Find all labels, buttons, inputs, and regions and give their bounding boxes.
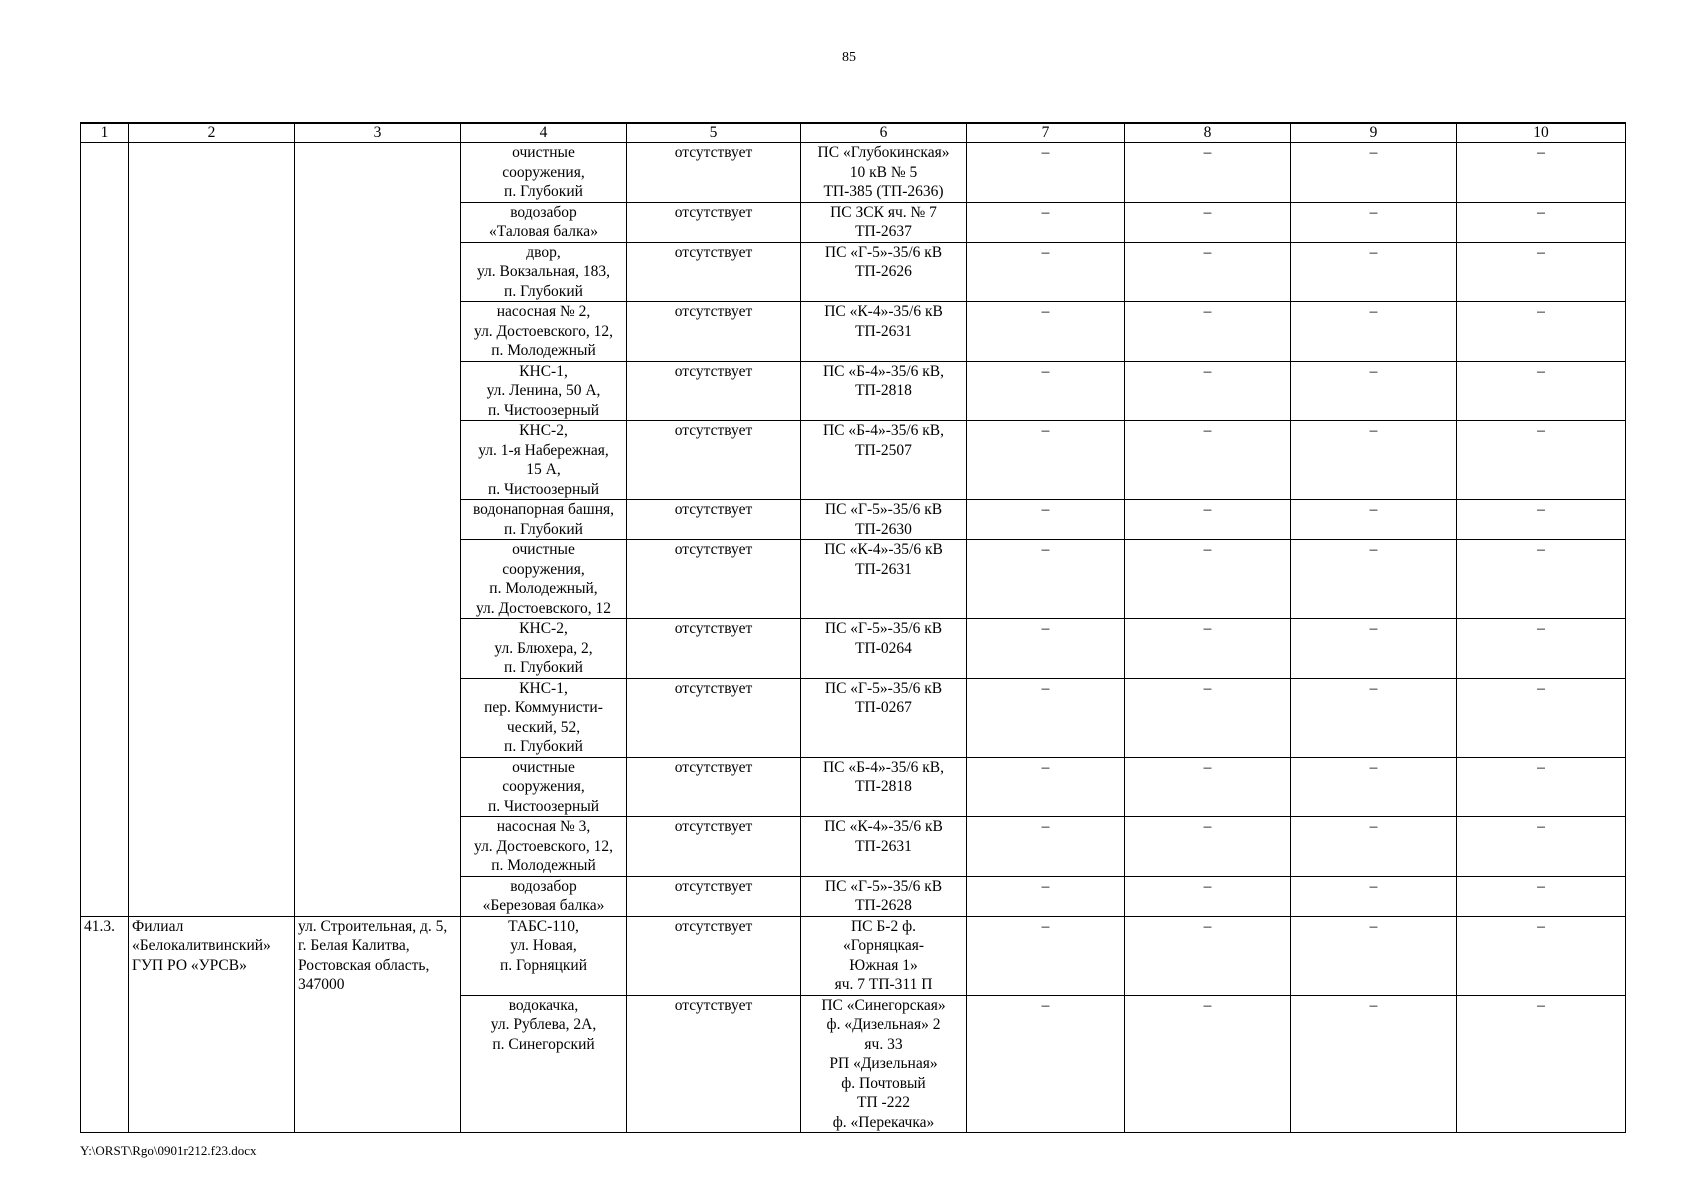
status-cell-line: отсутствует (674, 362, 753, 380)
status-cell-line: отсутствует (674, 144, 753, 161)
object-cell (461, 500, 627, 540)
address-cell-line: г. Белая Калитва, (298, 937, 410, 954)
dash-cell (1125, 876, 1291, 916)
address-cell (295, 916, 461, 1133)
object-cell-line: п. Чистоозерный (487, 797, 600, 815)
dash-cell (967, 876, 1125, 916)
object-cell-line: п. Глубокий (504, 282, 583, 300)
dash-cell (1457, 916, 1626, 995)
power-source-cell-line: ПС «Б-4»-35/6 кВ, (822, 362, 945, 380)
dash-cell (1457, 143, 1626, 203)
object-cell (461, 678, 627, 757)
power-source-cell-line: ТП -222 (857, 1094, 910, 1111)
power-source-cell-line: ПС «К-4»-35/6 кВ (824, 541, 943, 558)
power-source-cell-line: ТП-385 (ТП-2636) (823, 183, 944, 200)
table-row (81, 143, 1626, 203)
power-source-cell-line: ф. «Перекачка» (832, 1113, 935, 1131)
dash-cell-line: – (1537, 620, 1545, 637)
organization-cell (129, 143, 295, 917)
object-cell-line: сооружения, (502, 163, 585, 181)
dash-cell-line: – (1203, 422, 1212, 439)
power-source-cell (801, 500, 967, 540)
dash-cell-line: – (1537, 541, 1545, 558)
status-cell (627, 202, 801, 242)
dash-cell (1457, 678, 1626, 757)
dash-cell-line: – (1203, 877, 1212, 895)
object-cell (461, 242, 627, 302)
header-cell: 1 (81, 123, 129, 143)
power-source-cell-line: РП «Дизельная» (829, 1055, 938, 1072)
dash-cell (1457, 876, 1626, 916)
object-cell-line: ул. Рублева, 2А, (490, 1016, 597, 1033)
header-cell: 5 (627, 123, 801, 143)
status-cell-line: отсутствует (674, 243, 753, 261)
power-source-cell-line: ТП-2631 (855, 560, 912, 578)
dash-cell-line: – (1041, 362, 1050, 380)
dash-cell-line: – (1203, 996, 1212, 1014)
power-source-cell-line: ТП-0267 (855, 699, 912, 716)
dash-cell (967, 421, 1125, 500)
dash-cell-line: – (1041, 877, 1050, 895)
number-cell (81, 143, 129, 917)
dash-cell (1457, 757, 1626, 817)
dash-cell-line: – (1537, 877, 1545, 895)
power-source-cell (801, 678, 967, 757)
dash-cell (1125, 678, 1291, 757)
power-source-cell (801, 817, 967, 877)
dash-cell (1291, 619, 1457, 679)
header-cell: 2 (129, 123, 295, 143)
dash-cell (1125, 817, 1291, 877)
dash-cell (1291, 500, 1457, 540)
dash-cell-line: – (1041, 818, 1050, 835)
object-cell-line: ул. Блюхера, 2, (494, 639, 593, 657)
dash-cell-line: – (1041, 620, 1050, 637)
dash-cell-line: – (1203, 620, 1212, 637)
object-cell (461, 302, 627, 362)
object-cell-line: насосная № 2, (496, 303, 591, 320)
dash-cell (967, 202, 1125, 242)
dash-cell (1457, 361, 1626, 421)
object-cell-line: ческий, 52, (506, 718, 581, 736)
object-cell-line: КНС-2, (519, 620, 568, 637)
dash-cell-line: – (1537, 144, 1545, 161)
object-cell-line: п. Глубокий (504, 738, 583, 755)
power-source-cell-line: ТП-2631 (855, 322, 912, 340)
header-cell: 3 (295, 123, 461, 143)
dash-cell (1125, 421, 1291, 500)
object-cell (461, 619, 627, 679)
object-cell-line: ул. Новая, (510, 937, 577, 954)
dash-cell (1291, 995, 1457, 1133)
power-source-cell (801, 757, 967, 817)
object-cell (461, 876, 627, 916)
status-cell-line: отсутствует (674, 422, 753, 439)
object-cell-line: ул. Достоевского, 12, (474, 837, 613, 855)
object-cell-line: очистные (512, 758, 575, 776)
dash-cell (1457, 817, 1626, 877)
status-cell (627, 361, 801, 421)
power-source-cell-line: ТП-0264 (855, 639, 912, 657)
dash-cell (1457, 302, 1626, 362)
status-cell (627, 540, 801, 619)
power-source-cell-line: ПС «К-4»-35/6 кВ (824, 303, 943, 320)
organization-cell-line: «Белокалитвинский» (132, 937, 271, 954)
dash-cell (1457, 540, 1626, 619)
object-cell-line: п. Молодежный, (489, 580, 598, 597)
status-cell-line: отсутствует (674, 996, 753, 1014)
dash-cell (1125, 361, 1291, 421)
status-cell-line: отсутствует (674, 203, 753, 221)
status-cell-line: отсутствует (674, 303, 753, 320)
dash-cell-line: – (1041, 203, 1050, 221)
object-cell (461, 143, 627, 203)
object-cell-line: пер. Коммунисти- (484, 699, 603, 716)
dash-cell (967, 302, 1125, 362)
object-cell-line: водозабор (510, 877, 577, 895)
dash-cell-line: – (1041, 422, 1050, 439)
header-cell: 7 (967, 123, 1125, 143)
object-cell (461, 540, 627, 619)
status-cell (627, 619, 801, 679)
dash-cell (967, 916, 1125, 995)
dash-cell-line: – (1369, 620, 1378, 637)
power-source-cell (801, 619, 967, 679)
power-source-cell (801, 876, 967, 916)
dash-cell-line: – (1537, 917, 1545, 935)
dash-cell (1457, 500, 1626, 540)
object-cell-line: п. Молодежный (491, 342, 596, 359)
header-cell: 6 (801, 123, 967, 143)
dash-cell (967, 757, 1125, 817)
file-path-footer: Y:\ORST\Rgo\0901r212.f23.docx (80, 1143, 257, 1158)
dash-cell (967, 361, 1125, 421)
object-cell (461, 421, 627, 500)
power-source-cell-line: ПС «Синегорская» (821, 996, 946, 1014)
dash-cell-line: – (1369, 679, 1378, 697)
organization-cell-line: ГУП РО «УРСВ» (132, 956, 247, 974)
power-source-cell-line: ПС «Г-5»-35/6 кВ (824, 679, 943, 697)
dash-cell (967, 995, 1125, 1133)
dash-cell-line: – (1369, 362, 1378, 380)
power-source-cell (801, 995, 967, 1133)
status-cell-line: отсутствует (674, 620, 753, 637)
status-cell (627, 302, 801, 362)
object-cell-line: п. Глубокий (504, 520, 583, 538)
dash-cell-line: – (1203, 917, 1212, 935)
dash-cell (1457, 242, 1626, 302)
power-source-cell-line: ПС «Г-5»-35/6 кВ (824, 620, 943, 637)
dash-cell (1291, 421, 1457, 500)
dash-cell-line: – (1203, 758, 1212, 776)
dash-cell (1291, 540, 1457, 619)
object-cell (461, 995, 627, 1133)
status-cell-line: отсутствует (674, 818, 753, 835)
power-source-cell-line: ПС «Г-5»-35/6 кВ (824, 877, 943, 895)
organization-cell (129, 916, 295, 1133)
dash-cell (1291, 817, 1457, 877)
dash-cell-line: – (1369, 501, 1378, 518)
status-cell (627, 500, 801, 540)
address-cell-line: 347000 (298, 976, 345, 993)
dash-cell-line: – (1537, 679, 1545, 697)
dash-cell (967, 619, 1125, 679)
dash-cell (1291, 678, 1457, 757)
dash-cell (1125, 242, 1291, 302)
object-cell-line: ул. Вокзальная, 183, (476, 263, 611, 280)
power-source-cell (801, 540, 967, 619)
object-cell-line: КНС-1, (519, 362, 568, 380)
number-cell (81, 916, 129, 1133)
dash-cell-line: – (1537, 203, 1545, 221)
power-source-cell (801, 421, 967, 500)
dash-cell-line: – (1369, 422, 1378, 439)
dash-cell (967, 678, 1125, 757)
dash-cell-line: – (1369, 917, 1378, 935)
object-cell-line: п. Синегорский (492, 1035, 595, 1053)
power-source-cell-line: ТП-2626 (855, 263, 912, 280)
power-source-cell-line: ф. Почтовый (841, 1074, 926, 1092)
dash-cell-line: – (1537, 303, 1545, 320)
object-cell-line: п. Глубокий (504, 183, 583, 200)
object-cell-line: сооружения, (502, 778, 585, 795)
object-cell-line: ул. 1-я Набережная, (478, 441, 609, 459)
dash-cell (1125, 500, 1291, 540)
object-cell-line: очистные (512, 144, 575, 161)
status-cell-line: отсутствует (674, 501, 753, 518)
power-source-cell-line: ПС Б-2 ф. (850, 917, 916, 935)
object-cell-line: п. Чистоозерный (487, 480, 600, 498)
dash-cell (967, 817, 1125, 877)
status-cell (627, 678, 801, 757)
dash-cell (1457, 995, 1626, 1133)
dash-cell (1291, 143, 1457, 203)
status-cell (627, 916, 801, 995)
dash-cell (1125, 143, 1291, 203)
status-cell (627, 995, 801, 1133)
power-source-cell (801, 916, 967, 995)
dash-cell (1291, 302, 1457, 362)
power-source-cell-line: ПС «Г-5»-35/6 кВ (824, 501, 943, 518)
dash-cell-line: – (1369, 877, 1378, 895)
dash-cell (1457, 202, 1626, 242)
dash-cell-line: – (1537, 818, 1545, 835)
dash-cell (1291, 757, 1457, 817)
dash-cell-line: – (1369, 144, 1378, 161)
power-source-cell-line: ТП-2818 (855, 778, 912, 795)
power-source-cell-line: ТП-2628 (855, 897, 912, 914)
object-cell-line: КНС-1, (519, 679, 568, 697)
power-source-cell (801, 143, 967, 203)
status-cell-line: отсутствует (674, 758, 753, 776)
table-body (81, 123, 1626, 1133)
status-cell (627, 242, 801, 302)
power-source-cell-line: ТП-2818 (855, 382, 912, 399)
dash-cell (967, 242, 1125, 302)
object-cell-line: водозабор (510, 203, 577, 221)
dash-cell-line: – (1041, 144, 1050, 161)
status-cell-line: отсутствует (674, 679, 753, 697)
dash-cell (1291, 242, 1457, 302)
dash-cell-line: – (1041, 541, 1050, 558)
dash-cell-line: – (1041, 243, 1050, 261)
dash-cell (967, 540, 1125, 619)
object-cell-line: КНС-2, (519, 422, 568, 439)
dash-cell-line: – (1369, 818, 1378, 835)
dash-cell-line: – (1041, 679, 1050, 697)
dash-cell-line: – (1041, 501, 1050, 518)
dash-cell (1125, 995, 1291, 1133)
power-source-cell-line: ПС «Г-5»-35/6 кВ (824, 243, 943, 261)
power-source-cell-line: ПС «Глубокинская» (817, 144, 950, 161)
object-cell-line: насосная № 3, (496, 818, 591, 835)
header-cell: 10 (1457, 123, 1626, 143)
dash-cell-line: – (1041, 917, 1050, 935)
data-table (80, 122, 1626, 1133)
address-cell (295, 143, 461, 917)
dash-cell-line: – (1041, 996, 1050, 1014)
status-cell (627, 757, 801, 817)
power-source-cell-line: ПС «Б-4»-35/6 кВ, (822, 422, 945, 439)
object-cell-line: п. Молодежный (491, 857, 596, 874)
object-cell (461, 757, 627, 817)
power-source-cell-line: ф. «Дизельная» 2 (826, 1016, 941, 1033)
object-cell-line: «Таловая балка» (489, 223, 598, 240)
dash-cell (967, 143, 1125, 203)
dash-cell-line: – (1369, 996, 1378, 1014)
object-cell (461, 817, 627, 877)
dash-cell-line: – (1537, 422, 1545, 439)
organization-cell-line: Филиал (132, 917, 184, 935)
status-cell-line: отсутствует (674, 917, 753, 935)
dash-cell-line: – (1203, 243, 1212, 261)
power-source-cell-line: яч. 33 (864, 1035, 903, 1053)
object-cell-line: ул. Ленина, 50 А, (486, 382, 601, 399)
dash-cell (1291, 876, 1457, 916)
power-source-cell-line: ПС «К-4»-35/6 кВ (824, 818, 943, 835)
dash-cell-line: – (1203, 303, 1212, 320)
object-cell-line: п. Чистоозерный (487, 401, 600, 419)
power-source-cell-line: «Горняцкая- (842, 937, 925, 954)
dash-cell-line: – (1203, 203, 1212, 221)
header-row (81, 123, 1626, 143)
dash-cell-line: – (1369, 203, 1378, 221)
power-source-cell-line: 10 кВ № 5 (849, 163, 918, 181)
address-cell-line: Ростовская область, (298, 956, 430, 974)
dash-cell-line: – (1203, 362, 1212, 380)
object-cell-line: 15 А, (526, 461, 561, 478)
dash-cell-line: – (1041, 758, 1050, 776)
object-cell-line: водокачка, (508, 996, 579, 1014)
dash-cell-line: – (1537, 243, 1545, 261)
object-cell (461, 361, 627, 421)
dash-cell (1457, 619, 1626, 679)
address-cell-line: ул. Строительная, д. 5, (298, 917, 448, 935)
dash-cell-line: – (1537, 996, 1545, 1014)
object-cell-line: очистные (512, 541, 575, 558)
header-cell: 9 (1291, 123, 1457, 143)
power-source-cell-line: ТП-2630 (855, 520, 912, 538)
power-source-cell (801, 361, 967, 421)
dash-cell-line: – (1203, 541, 1212, 558)
dash-cell-line: – (1203, 144, 1212, 161)
status-cell-line: отсутствует (674, 541, 753, 558)
dash-cell-line: – (1369, 303, 1378, 320)
object-cell (461, 202, 627, 242)
object-cell-line: ТАБС-110, (508, 917, 579, 935)
power-source-cell-line: ТП-2637 (855, 223, 912, 240)
number-cell-line: 41.3. (84, 917, 115, 935)
power-source-cell-line: ПС «Б-4»-35/6 кВ, (822, 758, 945, 776)
object-cell-line: двор, (526, 243, 561, 261)
table-row (81, 916, 1626, 995)
dash-cell-line: – (1203, 501, 1212, 518)
dash-cell-line: – (1203, 679, 1212, 697)
dash-cell (1125, 202, 1291, 242)
page-number: 85 (842, 50, 856, 65)
dash-cell (967, 500, 1125, 540)
dash-cell (1125, 757, 1291, 817)
status-cell-line: отсутствует (674, 877, 753, 895)
power-source-cell (801, 202, 967, 242)
power-source-cell-line: яч. 7 ТП-311 П (834, 976, 933, 993)
power-source-cell-line: ПС ЗСК яч. № 7 (830, 203, 937, 221)
dash-cell-line: – (1537, 758, 1545, 776)
power-source-cell-line: Южная 1» (849, 956, 918, 974)
dash-cell-line: – (1041, 303, 1050, 320)
power-source-cell-line: ТП-2631 (855, 837, 912, 855)
dash-cell (1457, 421, 1626, 500)
object-cell-line: ул. Достоевского, 12, (474, 322, 613, 340)
dash-cell (1291, 202, 1457, 242)
dash-cell-line: – (1537, 362, 1545, 380)
status-cell (627, 421, 801, 500)
object-cell-line: водонапорная башня, (472, 501, 615, 518)
dash-cell (1125, 916, 1291, 995)
object-cell-line: «Березовая балка» (482, 897, 605, 914)
object-cell-line: п. Горняцкий (500, 956, 587, 974)
power-source-cell-line: ТП-2507 (855, 441, 912, 459)
header-cell: 8 (1125, 123, 1291, 143)
header-cell: 4 (461, 123, 627, 143)
dash-cell (1125, 302, 1291, 362)
object-cell-line: п. Глубокий (504, 659, 583, 676)
status-cell (627, 817, 801, 877)
object-cell-line: сооружения, (502, 560, 585, 578)
dash-cell-line: – (1369, 541, 1378, 558)
status-cell (627, 143, 801, 203)
object-cell-line: ул. Достоевского, 12 (475, 599, 612, 617)
dash-cell (1125, 540, 1291, 619)
dash-cell (1291, 916, 1457, 995)
power-source-cell (801, 242, 967, 302)
dash-cell-line: – (1369, 758, 1378, 776)
status-cell (627, 876, 801, 916)
power-source-cell (801, 302, 967, 362)
dash-cell-line: – (1203, 818, 1212, 835)
dash-cell (1125, 619, 1291, 679)
object-cell (461, 916, 627, 995)
dash-cell-line: – (1369, 243, 1378, 261)
dash-cell (1291, 361, 1457, 421)
dash-cell-line: – (1537, 501, 1545, 518)
